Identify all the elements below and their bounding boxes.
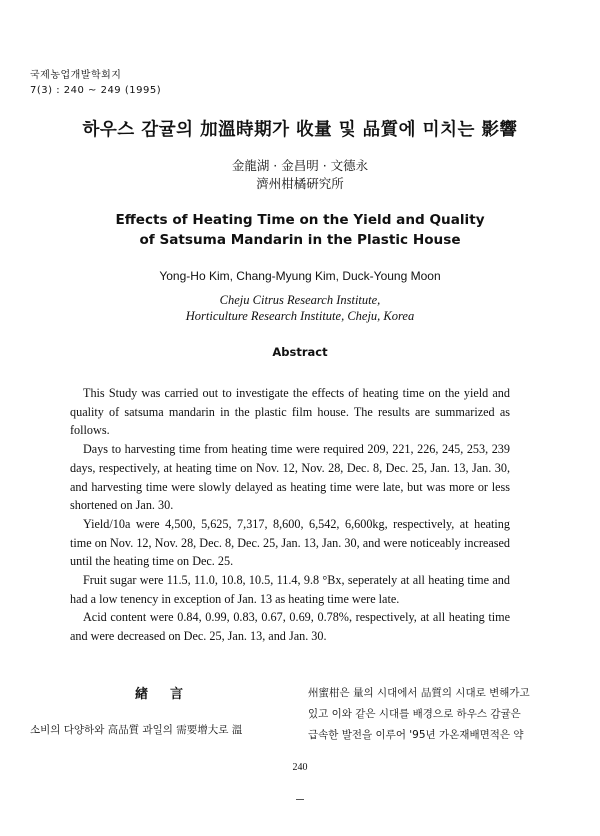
english-title-line-1: Effects of Heating Time on the Yield and Quality <box>115 212 485 228</box>
abstract-paragraph: This Study was carried out to investigate the effects of heating time on the yield and quality of satsuma mandarin in the plastic film house. The results are summarized as follows. <box>70 386 510 438</box>
left-column-text: 소비의 다양하와 高品質 과일의 需要增大로 溫 <box>30 724 243 736</box>
abstract-paragraph: Fruit sugar were 11.5, 11.0, 10.8, 10.5, 11.4, 9.8 °Bx, seperately at all heating time and had a low tenency in exception of Jan. 13 as heating time were late. <box>70 573 510 606</box>
korean-author-block <box>0 157 600 193</box>
korean-institution: 濟州柑橘硏究所 <box>256 176 344 191</box>
journal-name: 국제농업개발학회지 <box>30 70 122 81</box>
journal-header <box>30 68 161 98</box>
korean-title: 하우스 감귤의 加溫時期가 收量 및 品質에 미치는 影響 <box>82 120 518 140</box>
affiliation-line-2: Horticulture Research Institute, Cheju, Korea <box>185 309 415 323</box>
right-column-line: 급속한 발전을 이루어 '95년 가온재배면적은 약 <box>308 729 524 741</box>
affiliation-line-1: Cheju Citrus Research Institute, <box>219 293 381 307</box>
english-authors: Yong-Ho Kim, Chang-Myung Kim, Duck-Young Moon <box>159 269 441 283</box>
abstract-paragraph: Acid content were 0.84, 0.99, 0.83, 0.67, 0.69, 0.78%, respectively, at all heating time and were decreased on Dec. 25, Jan. 13, and Jan. 30. <box>70 610 510 644</box>
right-column-text <box>308 683 573 746</box>
korean-authors: 金龍湖 · 金昌明 · 文德永 <box>231 158 369 173</box>
abstract-paragraph: Yield/10a were 4,500, 5,625, 7,317, 8,600, 6,542, 6,600kg, respectively, at heating time on Nov. 12, Nov. 28, Dec. 8, Dec. 25, Jan. 13, Jan. 30, and were noticeably increased until the heating time on Dec. 25. <box>70 516 510 569</box>
page-number: 240 <box>292 762 308 773</box>
right-column-line: 州蜜柑은 量의 시대에서 品質의 시대로 변해가고 <box>308 687 530 699</box>
abstract-paragraph: Days to harvesting time from heating time were required 209, 221, 226, 245, 253, 239 days, respectively, at heating time on Nov. 12, Nov. 28, Dec. 8, Dec. 25, Jan. 13, Jan. 30, and harvesting time were slowly delayed as heating time were late, but was more or less shortened on Jan. 30. <box>70 442 510 513</box>
introduction-heading: 緖言 <box>135 687 206 702</box>
abstract-heading: Abstract <box>272 345 328 359</box>
right-column-line: 있고 이와 같은 시대를 배경으로 하우스 감귤은 <box>308 708 521 720</box>
scan-mark <box>296 799 304 800</box>
english-title <box>0 210 600 250</box>
affiliation <box>0 292 600 324</box>
english-title-line-2: of Satsuma Mandarin in the Plastic House <box>139 232 461 248</box>
journal-issue: 7(3) : 240 ~ 249 (1995) <box>30 85 162 96</box>
abstract-body <box>70 384 510 646</box>
